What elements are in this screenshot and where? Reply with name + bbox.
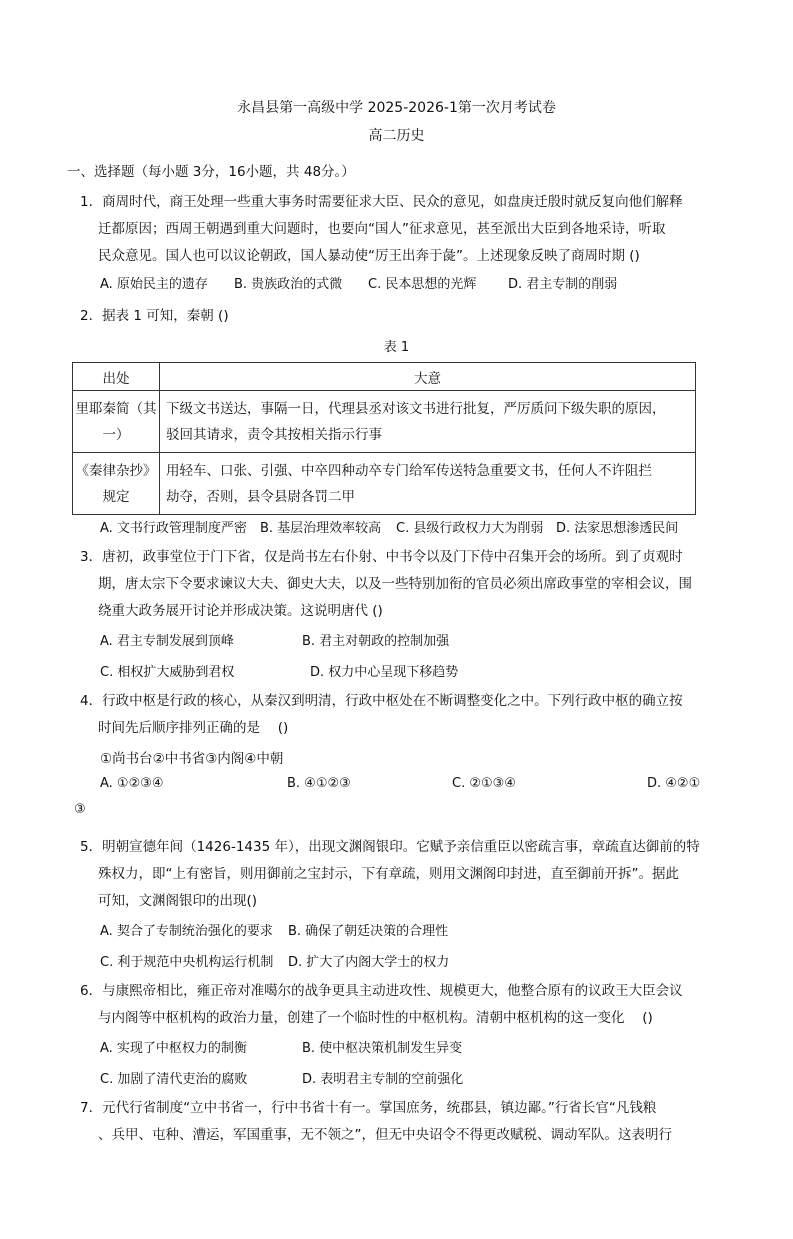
question-stem-line: 1．商周时代，商王处理一些重大事务时需要征求大臣、民众的意见，如盘庚迁殷时就反复向他们解释: [80, 194, 683, 210]
option-c: C. 民本思想的光辉: [368, 277, 477, 292]
option-a: A. 实现了中枢权力的制衡: [100, 1041, 247, 1056]
cell-line: 规定: [102, 488, 130, 505]
option-a: A. 契合了专制统治强化的要求: [100, 924, 273, 939]
cell-line: 里耶秦简（其: [75, 400, 157, 417]
question-stem-line: 4．行政中枢是行政的核心，从秦汉到明清，行政中枢处在不断调整变化之中。下列行政中枢的确立按: [80, 693, 683, 709]
option-a: A. 文书行政管理制度严密: [100, 521, 247, 536]
table-cell-meaning: [160, 391, 696, 453]
question-stem-line: 5．明朝宣德年间（1426-1435 年），出现文渊阁银印。它赋予亲信重臣以密疏言事，章疏直达御前的特: [80, 839, 700, 855]
option-a: A. 原始民主的遗存: [100, 277, 208, 292]
table-row: [73, 453, 696, 515]
cell-line: 《秦律杂抄》: [75, 462, 157, 479]
exam-subtitle: 高二历史: [368, 128, 425, 144]
question-stem-line: 2．据表 1 可知，秦朝 (): [80, 308, 229, 324]
option-d: D. 法家思想渗透民间: [556, 521, 679, 536]
question-stem-line: 殊权力，即“上有密旨，则用御前之宝封示，下有章疏，则用文渊阁印封进，直至御前开拆”。据此: [98, 866, 679, 882]
option-b: B. 贵族政治的式微: [234, 277, 343, 292]
question-stem-line: 6．与康熙帝相比，雍正帝对准噶尔的战争更具主动进攻性、规模更大，他整合原有的议政王大臣会议: [80, 983, 683, 999]
cell-line: 下级文书送达，事隔一日，代理县丞对该文书进行批复，严厉质问下级失职的原因，: [166, 400, 666, 417]
question-stem-line: 民众意见。国人也可以议论朝政，国人暴动使“厉王出奔于彘”。上述现象反映了商周时期 (): [98, 248, 640, 264]
question-stem-line: 可知，文渊阁银印的出现(): [98, 893, 258, 909]
table-header-source: 出处: [73, 363, 160, 391]
cell-line: 驳回其请求，责令其按相关指示行事: [166, 426, 382, 443]
exam-title: 永昌县第一高级中学 2025-2026-1第一次月考试卷: [237, 100, 556, 116]
cell-line: 劫夺，否则，县令县尉各罚二甲: [166, 488, 355, 505]
table-caption: 表 1: [383, 340, 410, 355]
option-c: C. 相权扩大威胁到君权: [100, 665, 235, 680]
option-c: C. ②①③④: [452, 776, 516, 791]
question-stem-line: 期，唐太宗下令要求谏议大夫、御史大夫，以及一些特别加衔的官员必须出席政事堂的宰相会议，围: [98, 576, 692, 592]
section-heading: 一、选择题（每小题 3分，16小题，共 48分。）: [67, 164, 355, 180]
question-stem-line: 迁都原因；西周王朝遇到重大问题时，也要向“国人”征求意见，甚至派出大臣到各地采诗，听取: [98, 221, 666, 237]
table-header-meaning: 大意: [160, 363, 696, 391]
table-cell-source: [73, 391, 160, 453]
option-d: D. 君主专制的削弱: [508, 277, 618, 292]
option-d-wrap: ③: [74, 802, 86, 817]
option-a: A. ①②③④: [100, 776, 164, 791]
cell-line: 用轻车、口张、引强、中卒四种动卒专门给军传送特急重要文书，任何人不许阻拦: [166, 462, 652, 479]
question-stem-line: 与内阁等中枢机构的政治力量，创建了一个临时性的中枢机构。清朝中枢机构的这一变化 (): [98, 1010, 653, 1026]
question-stem-line: 3．唐初，政事堂位于门下省，仅是尚书左右仆射、中书令以及门下侍中召集开会的场所。到了贞观时: [80, 549, 683, 565]
cell-line: 一）: [102, 426, 130, 443]
option-b: B. 使中枢决策机制发生异变: [302, 1041, 463, 1056]
question-stem-line: 7．元代行省制度“立中书省一，行中书省十有一。掌国庶务，统郡县，镇边鄙。”行省长官“凡钱粮: [80, 1100, 657, 1116]
option-d: D. 扩大了内阁大学士的权力: [288, 955, 450, 970]
option-d: D. ④②①: [647, 776, 701, 791]
table-cell-source: [73, 453, 160, 515]
option-c: C. 加剧了清代吏治的腐败: [100, 1072, 248, 1087]
option-d: D. 表明君主专制的空前强化: [302, 1072, 464, 1087]
source-table: [72, 362, 696, 515]
sequence-items: ①尚书台②中书省③内阁④中朝: [100, 751, 284, 767]
question-stem-line: 时间先后顺序排列正确的是 (): [98, 720, 289, 736]
option-c: C. 利于规范中央机构运行机制: [100, 955, 274, 970]
table-row: [73, 391, 696, 453]
option-b: B. 确保了朝廷决策的合理性: [288, 924, 449, 939]
option-a: A. 君主专制发展到顶峰: [100, 634, 234, 649]
table-header-row: [73, 363, 696, 391]
table-cell-meaning: [160, 453, 696, 515]
option-b: B. ④①②③: [287, 776, 351, 791]
option-b: B. 基层治理效率较高: [260, 521, 382, 536]
question-stem-line: 绕重大政务展开讨论并形成决策。这说明唐代 (): [98, 603, 383, 619]
option-b: B. 君主对朝政的控制加强: [302, 634, 450, 649]
option-c: C. 县级行政权力大为削弱: [396, 521, 544, 536]
option-d: D. 权力中心呈现下移趋势: [310, 665, 459, 680]
question-stem-line: 、兵甲、屯种、漕运，军国重事，无不领之”，但无中央诏令不得更改赋税、调动军队。这表明行: [98, 1127, 672, 1143]
